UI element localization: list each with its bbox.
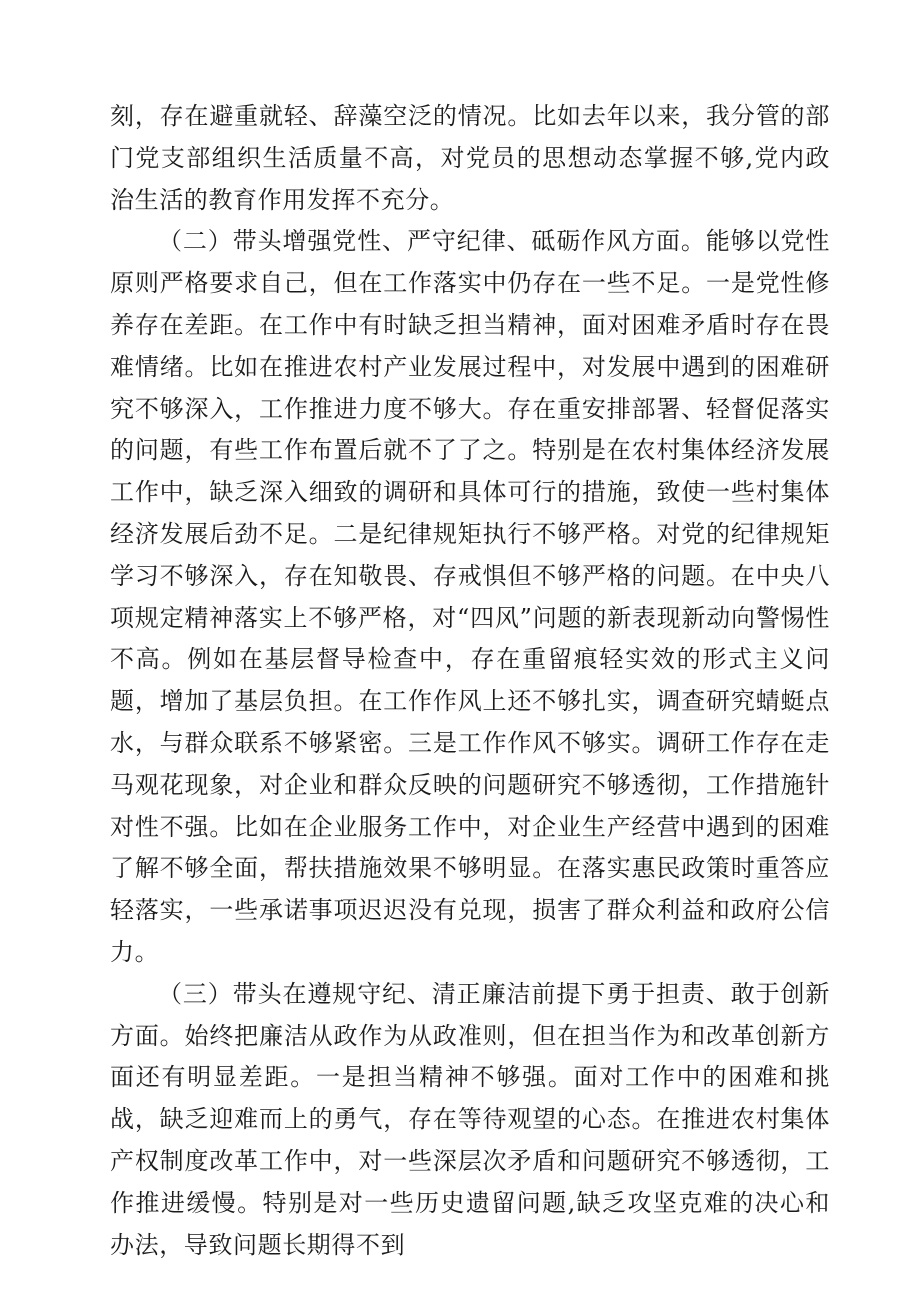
paragraph-continuation: 刻，存在避重就轻、辞藻空泛的情况。比如去年以来，我分管的部门党支部组织生活质量不高，对党员的思想动态掌握不够,党内政治生活的教育作用发挥不充分。 [110,102,830,214]
paragraph-section-two: （二）带头增强党性、严守纪律、砥砺作风方面。能够以党性原则严格要求自己，但在工作落实中仍存在一些不足。一是党性修养存在差距。在工作中有时缺乏担当精神，面对困难矛盾时存在畏难情绪。比如在推进农村产业发展过程中，对发展中遇到的困难研究不够深入，工作推进力度不够大。存在重安排部署、轻督促落实的问题，有些工作布置后就不了了之。特别是在农村集体经济发展工作中，缺乏深入细致的调研和具体可行的措施，致使一些村集体经济发展后劲不足。二是纪律规矩执行不够严格。对党的纪律规矩学习不够深入，存在知敬畏、存戒惧但不够严格的问题。在中央八项规定精神落实上不够严格，对“四风”问题的新表现新动向警惕性不高。例如在基层督导检查中，存在重留痕轻实效的形式主义问题，增加了基层负担。在工作作风上还不够扎实，调查研究蜻蜓点水，与群众联系不够紧密。三是工作作风不够实。调研工作存在走马观花现象，对企业和群众反映的问题研究不够透彻，工作措施针对性不强。比如在企业服务工作中，对企业生产经营中遇到的困难了解不够全面，帮扶措施效果不够明显。在落实惠民政策时重答应轻落实，一些承诺事项迟迟没有兑现，损害了群众利益和政府公信力。 [110,227,830,966]
paragraph-section-three: （三）带头在遵规守纪、清正廉洁前提下勇于担责、敢于创新方面。始终把廉洁从政作为从政准则，但在担当作为和改革创新方面还有明显差距。一是担当精神不够强。面对工作中的困难和挑战，缺乏迎难而上的勇气，存在等待观望的心态。在推进农村集体产权制度改革工作中，对一些深层次矛盾和问题研究不够透彻，工作推进缓慢。特别是对一些历史遗留问题,缺乏攻坚克难的决心和办法，导致问题长期得不到 [110,979,830,1259]
